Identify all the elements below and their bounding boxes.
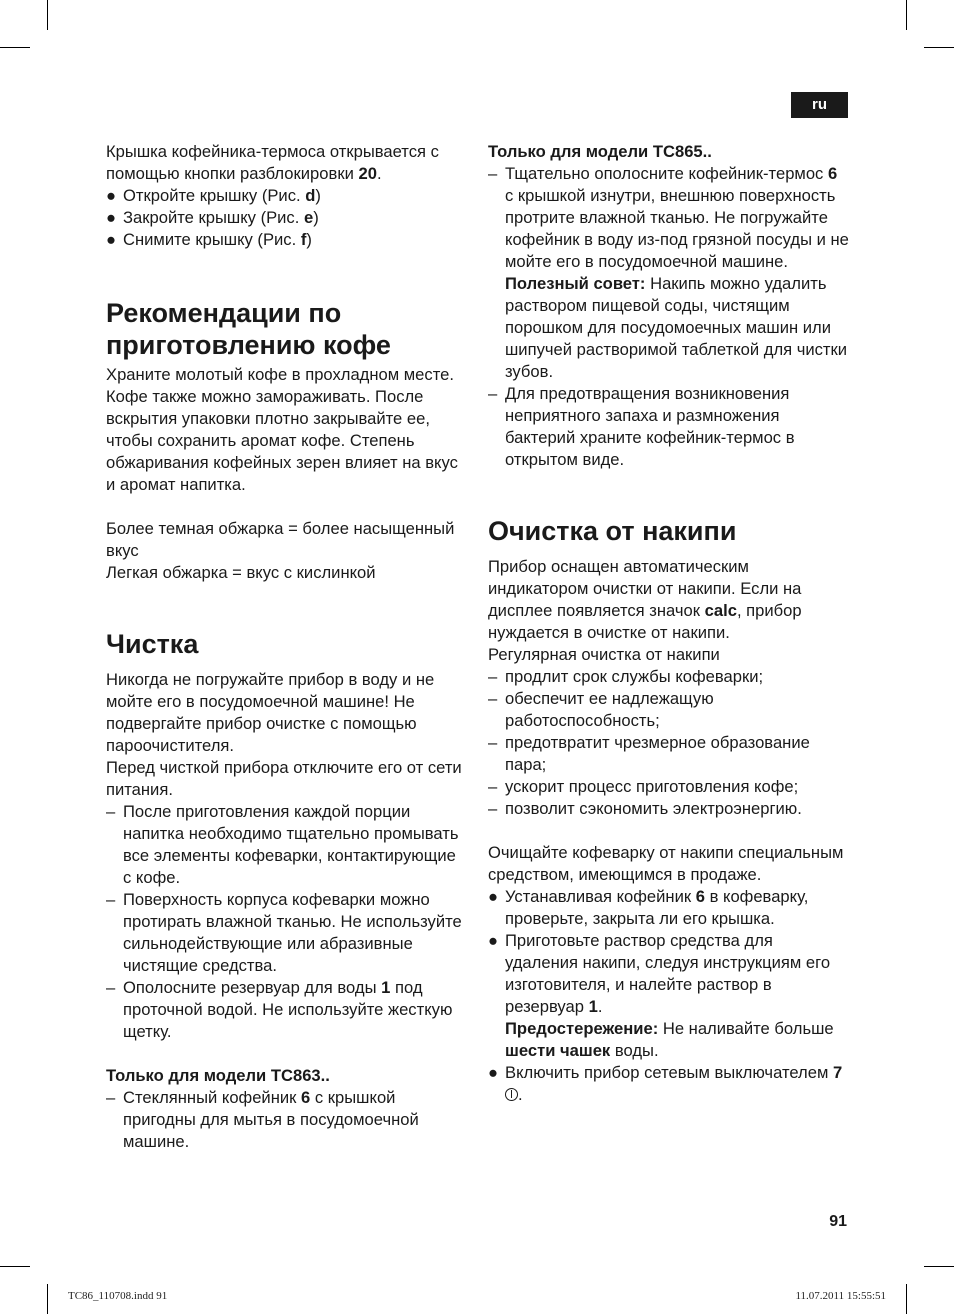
power-switch-icon bbox=[505, 1088, 518, 1101]
recommendations-text: Храните молотый кофе в прохладном месте. Кофе также можно замораживать. После вскрытия упаковки плотно закрывайте ее, чтобы сохранить аромат кофе. Степень обжаривания кофейных зерен влияет на вкус и аромат напитка. bbox=[106, 365, 458, 494]
decalc-steps-list bbox=[488, 886, 850, 1106]
list-item: – позволит сэкономить электроэнергию. bbox=[488, 799, 802, 818]
crop-mark bbox=[0, 47, 30, 48]
roast-light: Легкая обжарка = вкус с кислинкой bbox=[106, 563, 376, 582]
decalc-benefits-intro: Регулярная очистка от накипи bbox=[488, 645, 720, 664]
list-item: – продлит срок службы кофеварки; bbox=[488, 667, 764, 686]
lid-intro: Крышка кофейника-термоса открывается с помощью кнопки разблокировки 20. bbox=[106, 142, 439, 183]
tc865-list bbox=[488, 163, 850, 471]
decalc-product-note: Очищайте кофеварку от накипи специальным средством, имеющимся в продаже. bbox=[488, 843, 844, 884]
tc863-list bbox=[106, 1087, 468, 1153]
crop-mark bbox=[47, 1284, 48, 1314]
decalcification-heading: Очистка от накипи bbox=[488, 516, 737, 546]
crop-mark bbox=[924, 1266, 954, 1267]
list-item: ● Включить прибор сетевым выключателем 7 . bbox=[488, 1063, 843, 1104]
recommendations-heading: Рекомендации по приготовлению кофе bbox=[106, 298, 391, 360]
list-item: – обеспечит ее надлежащую работоспособность; bbox=[488, 689, 714, 730]
tc865-heading: Только для модели TC865.. bbox=[488, 142, 712, 161]
language-tab: ru bbox=[791, 92, 848, 118]
cleaning-unplug: Перед чисткой прибора отключите его от сети питания. bbox=[106, 758, 462, 799]
crop-mark bbox=[47, 0, 48, 30]
list-item: – Ополосните резервуар для воды 1 под проточной водой. Не используйте жесткую щетку. bbox=[106, 978, 453, 1041]
crop-mark bbox=[906, 0, 907, 30]
crop-mark bbox=[924, 47, 954, 48]
list-item: ● Устанавливая кофейник 6 в кофеварку, проверьте, закрыта ли его крышка. bbox=[488, 887, 809, 928]
roast-dark: Более темная обжарка = более насыщенный вкус bbox=[106, 519, 455, 560]
list-item: – Тщательно ополосните кофейник-термос 6 с крышкой изнутри, внешнюю поверхность протрите влажной тканью. Не погружайте кофейник в воду из-под грязной посуды и не мойте его в посудомоечной машине. Полезный совет: Накипь можно удалить раствором пищевой соды, чистящим порошком для посудомоечных машин или шипучей растворимой таблеткой для чистки зубов. bbox=[488, 164, 849, 381]
footer-timestamp: 11.07.2011 15:55:51 bbox=[795, 1290, 886, 1302]
list-item: – После приготовления каждой порции напитка необходимо тщательно промывать все элементы кофеварки, контактирующие с кофе. bbox=[106, 802, 459, 887]
cleaning-heading: Чистка bbox=[106, 629, 199, 659]
list-item: ● Снимите крышку (Рис. f) bbox=[106, 230, 312, 249]
crop-mark bbox=[0, 1266, 30, 1267]
tc863-heading: Только для модели TC863.. bbox=[106, 1066, 330, 1085]
list-item: – ускорит процесс приготовления кофе; bbox=[488, 777, 799, 796]
list-item: – Стеклянный кофейник 6 с крышкой пригодны для мытья в посудомоечной машине. bbox=[106, 1088, 419, 1151]
right-column bbox=[488, 141, 850, 1106]
decalc-intro: Прибор оснащен автоматическим индикатором очистки от накипи. Если на дисплее появляется значок calc, прибор нуждается в очистке от накипи. bbox=[488, 557, 802, 642]
list-item: ● Откройте крышку (Рис. d) bbox=[106, 186, 321, 205]
decalc-benefits-list bbox=[488, 666, 850, 820]
page-number: 91 bbox=[829, 1213, 847, 1230]
left-column bbox=[106, 141, 468, 1153]
crop-mark bbox=[906, 1284, 907, 1314]
list-item: ● Закройте крышку (Рис. e) bbox=[106, 208, 319, 227]
list-item: – Поверхность корпуса кофеварки можно протирать влажной тканью. Не используйте сильнодействующие или абразивные чистящие средства. bbox=[106, 890, 462, 975]
list-item: ● Приготовьте раствор средства для удаления накипи, следуя инструкциям его изготовителя, и налейте раствор в резервуар 1. Предостережение: Не наливайте больше шести чашек воды. bbox=[488, 931, 834, 1060]
cleaning-list bbox=[106, 801, 468, 1043]
lid-steps-list bbox=[106, 185, 468, 251]
cleaning-warning: Никогда не погружайте прибор в воду и не мойте его в посудомоечной машине! Не подвергайте прибор очистке с помощью пароочистителя. bbox=[106, 670, 435, 755]
list-item: – Для предотвращения возникновения неприятного запаха и размножения бактерий храните кофейник-термос в открытом виде. bbox=[488, 384, 795, 469]
list-item: – предотвратит чрезмерное образование пара; bbox=[488, 733, 810, 774]
footer-file-info: TC86_110708.indd 91 bbox=[68, 1290, 168, 1302]
